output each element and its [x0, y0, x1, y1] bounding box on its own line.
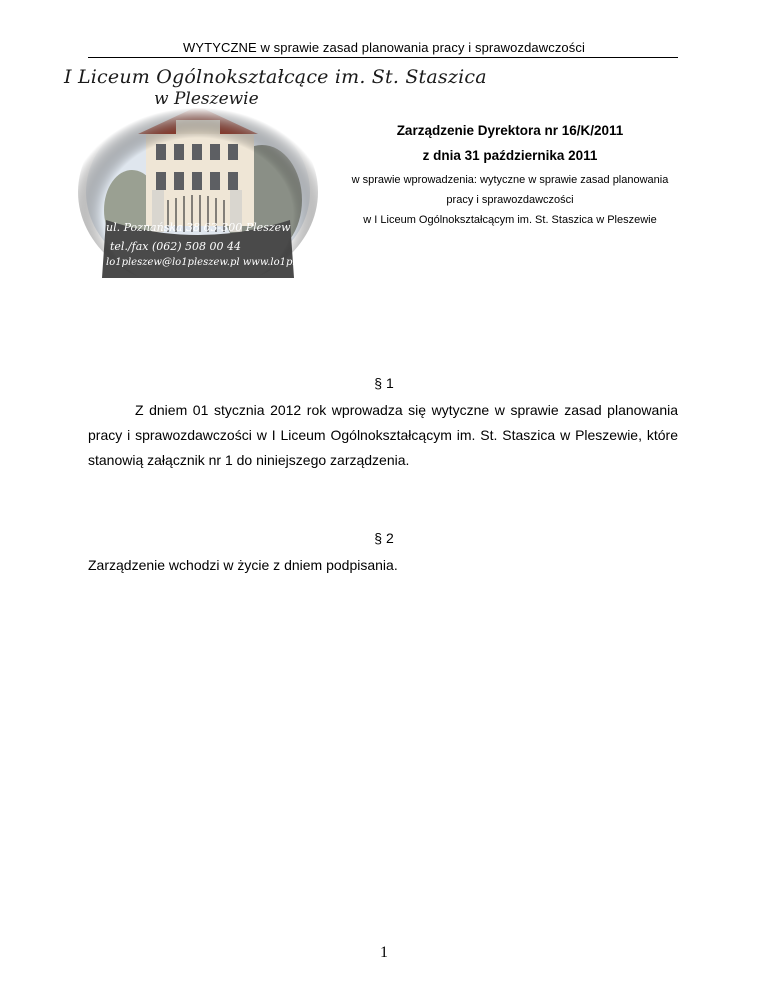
logo-address: ul. Poznańska 38 63-300 Pleszew — [106, 221, 291, 234]
order-subject-line-2: pracy i sprawozdawczości — [446, 194, 574, 206]
order-subject-line-3: w I Liceum Ogólnokształcącym im. St. Staszica w Pleszewie — [363, 214, 657, 226]
running-header: WYTYCZNE w sprawie zasad planowania pracy i sprawozdawczości — [183, 40, 585, 55]
logo-school-name: I Liceum Ogólnokształcące im. St. Staszica — [64, 66, 487, 88]
page-number: 1 — [380, 944, 388, 961]
logo-phone: tel./fax (062) 508 00 44 — [110, 240, 242, 253]
logo-email-web: lo1pleszew@lo1pleszew.pl www.lo1pleszew.pl — [106, 257, 338, 268]
order-title: Zarządzenie Dyrektora nr 16/K/2011 — [396, 123, 624, 138]
logo-town: w Pleszewie — [154, 89, 259, 109]
order-date: z dnia 31 października 2011 — [422, 148, 598, 163]
section-text-2: Zarządzenie wchodzi w życie z dniem podpisania. — [88, 557, 398, 573]
order-subject-line-1: w sprawie wprowadzenia: wytyczne w sprawie zasad planowania — [351, 174, 669, 186]
section-text-1: Z dniem 01 stycznia 2012 rok wprowadza się wytyczne w sprawie zasad planowania pracy i sprawozdawczości w I Liceum Ogólnokształcącym im. St. Staszica w Pleszewie, które stanowią załącznik nr 1 do niniejszego zarządzenia. — [88, 402, 678, 468]
section-mark-1: § 1 — [374, 375, 394, 391]
section-mark-2: § 2 — [374, 530, 394, 546]
document-title-block — [300, 118, 720, 230]
header-divider — [88, 57, 678, 58]
school-logo — [62, 60, 487, 278]
